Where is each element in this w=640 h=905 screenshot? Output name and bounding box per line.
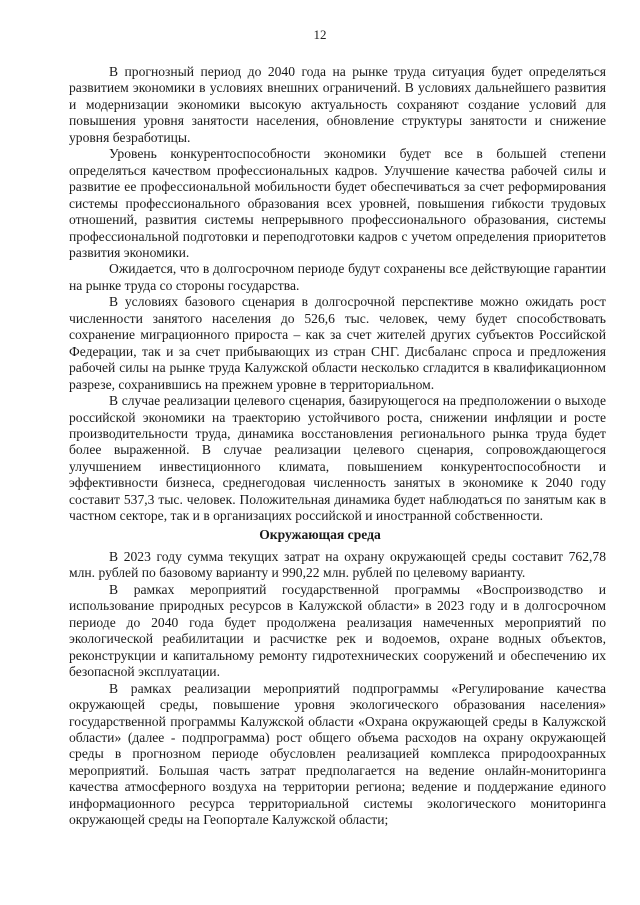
paragraph: В рамках мероприятий государственной программы «Воспроизводство и использование природных ресурсов в Калужской области» в 2023 году и в долгосрочном периоде до 2040 года будет продолжена реализация намеченных мероприятий по экологической реабилитации и расчистке рек и водоемов, охране водных объектов, реконструкции и капитальному ремонту гидротехнических сооружений и обеспечению их безопасной эксплуатации. [69, 581, 606, 680]
page-number: 12 [313, 27, 327, 42]
paragraph: Ожидается, что в долгосрочном периоде будут сохранены все действующие гарантии на рынке труда со стороны государства. [69, 261, 606, 293]
paragraph: Уровень конкурентоспособности экономики будет все в большей степени определяться качеством профессиональных кадров. Улучшение качества рабочей силы и развитие ее профессиональной мобильности будет обеспечиваться за счет реформирования системы профессионального образования всех уровней, повышения гибкости трудовых отношений, развития системы непрерывного профессионального образования, системы профессиональной подготовки и переподготовки кадров с учетом определения приоритетов развития экономики. [69, 146, 606, 260]
labor-market-section [69, 64, 606, 525]
paragraph: В условиях базового сценария в долгосрочной перспективе можно ожидать рост численности занятого населения до 526,6 тыс. человек, чему будет способствовать сохранение миграционного прироста – как за счет жителей других субъектов Российской Федерации, так и за счет прибывающих из стран СНГ. Дисбаланс спроса и предложения рабочей силы на рынке труда Калужской области несколько сгладится в квалификационном разрезе, сохранившись на прежнем уровне в территориальном. [69, 294, 606, 392]
paragraph: В прогнозный период до 2040 года на рынке труда ситуация будет определяться развитием экономики в условиях внешних ограничений. В условиях дальнейшего развития и модернизации экономики высокую актуальность сохраняют создание условий для повышения уровня занятости населения, обновление структуры занятости и снижение уровня безработицы. [69, 64, 606, 145]
paragraph: В случае реализации целевого сценария, базирующегося на предположении о выходе российской экономики на траекторию устойчивого роста, снижении инфляции и росте производительности труда, динамика восстановления регионального рынка труда будет более выраженной. В случае реализации целевого сценария, сопровождающегося улучшением инвестиционного климата, повышением конкурентоспособности и эффективности бизнеса, среднегодовая численность занятых в экономике к 2040 году составит 537,3 тыс. человек. Положительная динамика будет наблюдаться по занятым как в частном секторе, так и в организациях российской и иностранной собственности. [69, 393, 606, 524]
section-heading: Окружающая среда [259, 527, 381, 542]
environment-section [69, 549, 606, 829]
paragraph: В рамках реализации мероприятий подпрограммы «Регулирование качества окружающей среды, повышение уровня экологического образования населения» государственной программы Калужской области «Охрана окружающей среды в Калужской области» (далее - подпрограмма) рост общего объема расходов на охрану окружающей среды в прогнозном периоде обусловлен реализацией комплекса природоохранных мероприятий. Большая часть затрат предполагается на ведение онлайн-мониторинга качества атмосферного воздуха на территории региона; ведение и поддержание единого информационного ресурса территориальной системы экологического мониторинга окружающей среды на Геопортале Калужской области; [69, 680, 606, 828]
paragraph: В 2023 году сумма текущих затрат на охрану окружающей среды составит 762,78 млн. рублей по базовому варианту и 990,22 млн. рублей по целевому варианту. [69, 549, 606, 581]
